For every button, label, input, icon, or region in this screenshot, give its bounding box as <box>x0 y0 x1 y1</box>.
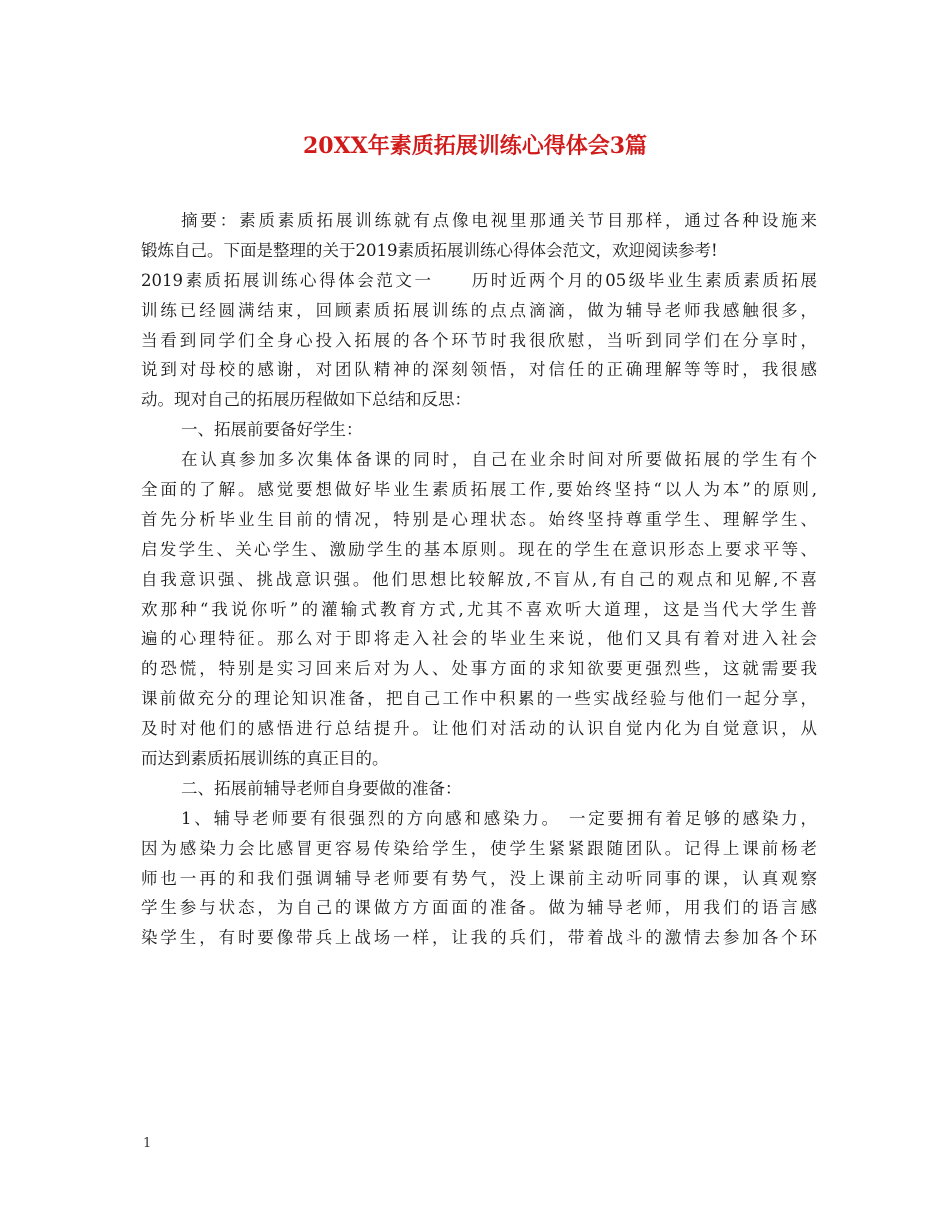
text-line: 当看到同学们全身心投入拓展的各个环节时我很欣慰，当听到同学们在分享时， <box>141 330 817 350</box>
text-line: 遍的心理特征。那么对于即将走入社会的毕业生来说，他们又具有着对进入社会 <box>141 629 817 649</box>
text-line: 动。现对自己的拓展历程做如下总结和反思： <box>141 390 471 410</box>
text-line: 说到对母校的感谢，对团队精神的深刻领悟，对信任的正确理解等等时，我很感 <box>141 360 817 380</box>
text-line: 二、拓展前辅导老师自身要做的准备： <box>181 778 462 798</box>
text-line: 的恐慌，特别是实习回来后对为人、处事方面的求知欲要更强烈些，这就需要我 <box>141 659 817 679</box>
text-line: 在认真参加多次集体备课的同时，自己在业余时间对所要做拓展的学生有个 <box>181 450 817 470</box>
text-line: 启发学生、关心学生、激励学生的基本原则。现在的学生在意识形态上要求平等、 <box>141 539 817 559</box>
text-line: 2019素质拓展训练心得体会范文一 历时近两个月的05级毕业生素质素质拓展 <box>141 270 817 290</box>
document-title: 20XX年素质拓展训练心得体会3篇 <box>302 133 648 159</box>
text-line: 染学生，有时要像带兵上战场一样，让我的兵们，带着战斗的激情去参加各个环 <box>141 928 817 948</box>
text-line: 一、拓展前要备好学生： <box>181 420 363 440</box>
text-line: 课前做充分的理论知识准备，把自己工作中积累的一些实战经验与他们一起分享， <box>141 689 817 709</box>
document-body <box>141 206 817 953</box>
text-line: 及时对他们的感悟进行总结提升。让他们对活动的认识自觉内化为自觉意识，从 <box>141 719 817 739</box>
text-line: 因为感染力会比感冒更容易传染给学生，使学生紧紧跟随团队。记得上课前杨老 <box>141 838 817 858</box>
text-line: 自我意识强、挑战意识强。他们思想比较解放,不盲从,有自己的观点和见解,不喜 <box>141 569 817 589</box>
text-line: 摘要：素质素质拓展训练就有点像电视里那通关节目那样，通过各种设施来 <box>181 211 817 230</box>
text-line: 1、辅导老师要有很强烈的方向感和感染力。 一定要拥有着足够的感染力， <box>181 808 817 828</box>
text-line: 师也一再的和我们强调辅导老师要有势气，没上课前主动听同事的课，认真观察 <box>141 868 817 888</box>
text-line: 欢那种“我说你听”的灌输式教育方式,尤其不喜欢听大道理，这是当代大学生普 <box>141 599 817 619</box>
text-line: 训练已经圆满结束，回顾素质拓展训练的点点滴滴，做为辅导老师我感触很多， <box>141 300 817 320</box>
text-line: 全面的了解。感觉要想做好毕业生素质拓展工作,要始终坚持“以人为本”的原则, <box>141 480 817 500</box>
text-line: 而达到素质拓展训练的真正目的。 <box>141 749 389 769</box>
text-line: 首先分析毕业生目前的情况，特别是心理状态。始终坚持尊重学生、理解学生、 <box>141 509 817 529</box>
page-number: 1 <box>143 1136 152 1151</box>
text-line: 学生参与状态，为自己的课做方方面面的准备。做为辅导老师，用我们的语言感 <box>141 898 817 918</box>
text-line: 锻炼自己。下面是整理的关于2019素质拓展训练心得体会范文，欢迎阅读参考! <box>141 240 718 260</box>
